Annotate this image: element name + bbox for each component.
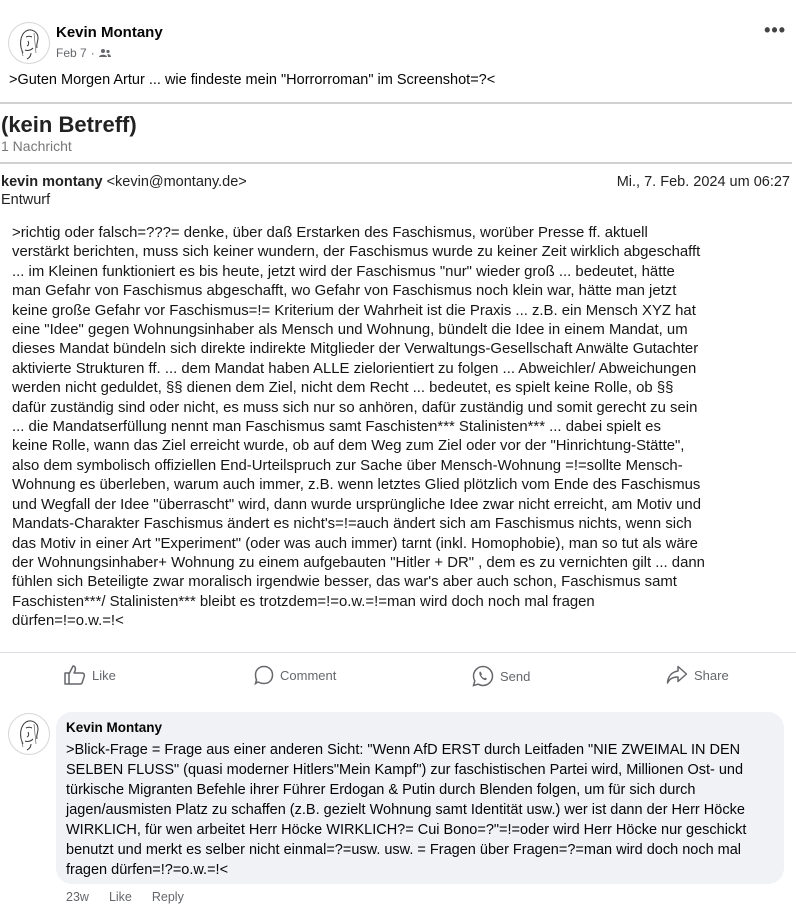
divider (0, 162, 792, 164)
email-status: Entwurf (1, 192, 51, 208)
email-message-count: 1 Nachricht (1, 138, 72, 154)
comment-footer (66, 890, 184, 904)
post-header (0, 0, 796, 70)
share-arrow-icon (666, 665, 688, 685)
comment-button[interactable] (254, 665, 336, 685)
thumbs-up-icon (64, 665, 86, 685)
post-author-name[interactable]: Kevin Montany (56, 24, 163, 41)
comment-icon (254, 665, 274, 685)
email-sender-name: kevin montany (1, 174, 103, 190)
portrait-sketch-icon (9, 23, 49, 63)
comment-bubble (56, 712, 784, 884)
email-date: Mi., 7. Feb. 2024 um 06:27 (616, 174, 790, 190)
comment-reply-link[interactable]: Reply (151, 890, 184, 904)
email-sender (1, 174, 247, 190)
email-sender-address: <kevin@montany.de> (106, 174, 247, 190)
email-body: >richtig oder falsch=???= denke, über daß Erstarken des Faschismus, worüber Presse ff. aktuell verstärkt berichten, muss sich keiner wundern, der Faschismus wurde zu keiner Zeit wirklich abgeschafft ... im Kleinen funktioniert es bis heute, jetzt wird der Faschismus "nur" wieder groß ... bedeutet, hätte man Gefahr von Faschismus abgeschafft, wo Gefahr von Faschismus noch klein war, hätte man jetzt keine große Gefahr vor Faschismus=!= Kriterium der Wahrheit ist die Praxis ... z.B. ein Mensch XYZ hat eine "Idee" gegen Wohnungsinhaber als Mensch und Wohnung, bündelt die Idee in einem Mandat, um dieses Mandat bündeln sich direkte indirekte Mitglieder der Verwaltungs-Gesellschaft Anwälte Gutachter aktivierte Strukturen ff. ... dem Mandat haben ALLE zielorientiert zu folgen ... Abweichler/ Abweichungen werden nicht geduldet, §§ dienen dem Ziel, nicht dem Recht ... bedeutet, es spielt keine Rolle, ob §§ dafür zuständig sind oder nicht, es muss sich nur so anhören, dafür zuständig und somit gerecht zu sein ... die Mandatserfüllung nennt man Faschismus samt Faschisten*** Stalinisten*** ... dabei spielt es keine Rolle, wann das Ziel erreicht wurde, ob auf dem Weg zum Ziel oder vor der "Hinrichtung-Stätte", also dem symbolisch offiziellen End-Urteilspruch zur Sache über Mensch-Wohnung =!=sollte Mensch- Wohnung es überleben, warum auch immer, z.B. wenn letztes Glied plötzlich vom Ende des Faschismus und Wegfall der Idee "überrascht" wird, dann wurde ursprüngliche Idee zwar nicht erreicht, am Motiv und Mandats-Charakter Faschismus ändert es nicht's=!=auch ändert sich am Faschismus nichts, wenn sich das Motiv in einer Art "Experiment" (oder was auch immer) tarnt (inkl. Homophobie), man so tut als wäre der Wohnungsinhaber+ Wohnung zu einem aufgebauten "Hitler + DR" , dem es zu vernichten gilt ... dann fühlen sich Beteiligte zwar moralisch irgendwie besser, das war's aber auch schon, Faschismus samt Faschisten***/ Stalinisten*** bleibt es trotzdem=!=o.w.=!=man wird doch noch mal fragen dürfen=!=o.w.=!< (12, 225, 705, 630)
post-action-bar (0, 652, 796, 697)
send-button[interactable] (472, 665, 530, 687)
divider (0, 102, 792, 104)
comment-text: >Blick-Frage = Frage aus einer anderen Sicht: "Wenn AfD ERST durch Leitfaden "NIE ZWEIMAL IN DEN SELBEN FLUSS" (quasi moderner Hitlers"Mein Kampf") zur faschistischen Partei wird, Millionen Ost- und türkische Migranten Befehle ihrer Führer Erdogan & Putin durch Blenden folgen, um für sich durch jagen/ausmisten Platz zu schaffen (z.B. gezielt Wohnung samt Identität usw.) wer ist dann der Herr Höcke WIRKLICH, für wen arbeitet Herr Höcke WIRKLICH?= Cui Bono=?"=!=oder wird Herr Höcke nur geschickt benutzt und merkt es selber nicht einmal=?=usw. usw. = Fragen über Fragen=?=man wird doch noch mal fragen dürfen=!?=o.w.=!< (66, 742, 747, 878)
comment-like-link[interactable]: Like (108, 890, 132, 904)
commenter-avatar[interactable] (8, 713, 50, 755)
like-label: Like (92, 667, 116, 683)
post-meta: Feb 7 · (56, 46, 111, 60)
share-label: Share (694, 667, 729, 683)
more-options-button[interactable]: ••• (764, 20, 786, 40)
share-button[interactable] (666, 665, 729, 685)
portrait-sketch-icon (9, 714, 49, 754)
post-text: >Guten Morgen Artur ... wie findeste mein "Horrorroman" im Screenshot=?< (9, 72, 496, 88)
like-button[interactable] (64, 665, 116, 685)
comment-time[interactable]: 23w (66, 890, 89, 904)
email-screenshot (0, 100, 796, 648)
whatsapp-icon (472, 665, 494, 687)
send-label: Send (500, 668, 531, 684)
comment-author-name[interactable]: Kevin Montany (66, 720, 163, 735)
friends-icon[interactable] (99, 48, 111, 58)
post-date[interactable]: Feb 7 (56, 46, 87, 60)
email-subject: (kein Betreff) (1, 112, 137, 137)
author-avatar[interactable] (8, 22, 50, 64)
comment-label: Comment (280, 667, 337, 683)
